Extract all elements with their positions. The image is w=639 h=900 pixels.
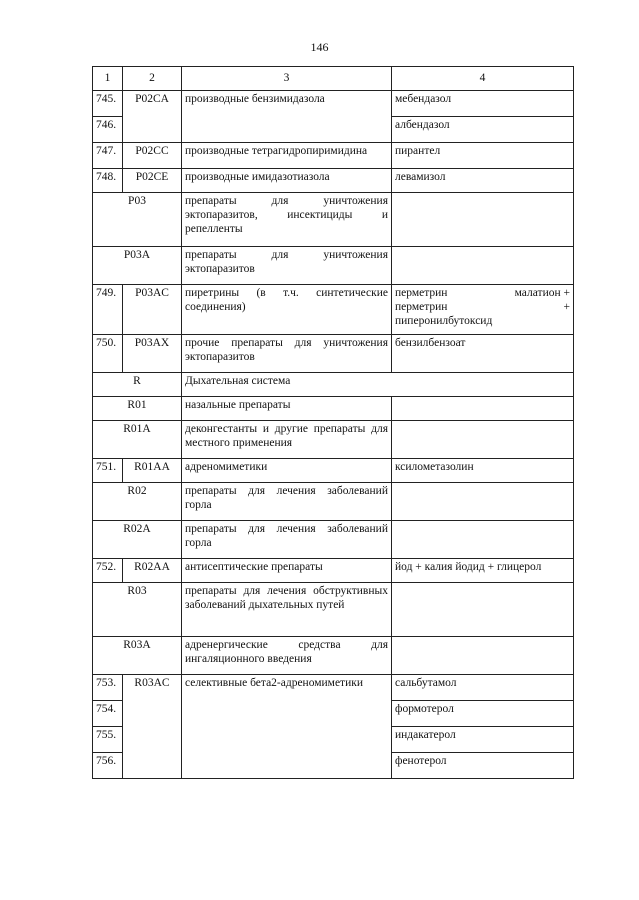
group-name: адренергические средства для ингаляционного введения	[182, 637, 392, 675]
drug-name-empty	[392, 637, 574, 675]
group-name: препараты для лечения обструктивных заболеваний дыхательных путей	[182, 583, 392, 637]
table-row	[93, 459, 574, 483]
table-row	[93, 247, 574, 285]
drug-name	[392, 285, 574, 335]
atc-code: R02A	[93, 521, 182, 559]
drug-name: пирантел	[392, 143, 574, 169]
atc-code: R	[93, 373, 182, 397]
drug-classification-table	[92, 66, 574, 779]
group-name: адреномиметики	[182, 459, 392, 483]
drug-name-empty	[392, 521, 574, 559]
drug-name: ксилометазолин	[392, 459, 574, 483]
drug-line	[395, 301, 570, 315]
atc-code: P02CE	[123, 169, 182, 193]
table-row	[93, 583, 574, 637]
row-number: 755.	[93, 727, 123, 753]
atc-code: R01A	[93, 421, 182, 459]
drug-name: мебендазол	[392, 91, 574, 117]
table-row	[93, 397, 574, 421]
drug-text: перметрин	[395, 300, 448, 313]
drug-name: йод + калия йодид + глицерол	[392, 559, 574, 583]
drug-name: левамизол	[392, 169, 574, 193]
atc-code: P03AX	[123, 335, 182, 373]
row-number: 745.	[93, 91, 123, 117]
atc-code: R02	[93, 483, 182, 521]
atc-code: P02CC	[123, 143, 182, 169]
group-name: назальные препараты	[182, 397, 392, 421]
row-number: 753.	[93, 675, 123, 701]
drug-text: пиперонилбутоксид	[395, 314, 493, 327]
table-row	[93, 91, 574, 117]
atc-code: P03	[93, 193, 182, 247]
table-row	[93, 193, 574, 247]
drug-text: малатион +	[514, 287, 570, 299]
group-name: препараты для лечения заболеваний горла	[182, 521, 392, 559]
page-number: 146	[310, 40, 329, 54]
group-name: антисептические препараты	[182, 559, 392, 583]
table-row	[93, 143, 574, 169]
group-name: препараты для лечения заболеваний горла	[182, 483, 392, 521]
drug-name: бензилбензоат	[392, 335, 574, 373]
group-name: пиретрины (в т.ч. синтетические соединения)	[182, 285, 392, 335]
group-name: деконгестанты и другие препараты для местного применения	[182, 421, 392, 459]
drug-text: перметрин	[395, 287, 448, 299]
atc-code: P03AC	[123, 285, 182, 335]
row-number: 750.	[93, 335, 123, 373]
group-name: прочие препараты для уничтожения эктопаразитов	[182, 335, 392, 373]
drug-name: индакатерол	[392, 727, 574, 753]
table-row	[93, 559, 574, 583]
table-row	[93, 521, 574, 559]
table-row	[93, 285, 574, 335]
atc-code: R01AA	[123, 459, 182, 483]
group-name: производные бензимидазола	[182, 91, 392, 143]
group-name: производные имидазотиазола	[182, 169, 392, 193]
row-number: 754.	[93, 701, 123, 727]
atc-code: P02CA	[123, 91, 182, 143]
drug-name-empty	[392, 583, 574, 637]
table-row	[93, 675, 574, 701]
group-name: препараты для уничтожения эктопаразитов, инсектициды и репелленты	[182, 193, 392, 247]
drug-name-empty	[392, 397, 574, 421]
column-header: 2	[123, 67, 182, 91]
table-row	[93, 169, 574, 193]
table-row	[93, 373, 574, 397]
row-number: 749.	[93, 285, 123, 335]
atc-code: P03A	[93, 247, 182, 285]
drug-name-empty	[392, 247, 574, 285]
group-name: селективные бета2-адреномиметики	[182, 675, 392, 779]
drug-name: фенотерол	[392, 753, 574, 779]
table-row	[93, 637, 574, 675]
drug-name-empty	[392, 483, 574, 521]
row-number: 751.	[93, 459, 123, 483]
atc-code: R01	[93, 397, 182, 421]
table-row	[93, 335, 574, 373]
atc-code: R03A	[93, 637, 182, 675]
atc-code: R03	[93, 583, 182, 637]
drug-text: +	[563, 300, 570, 313]
row-number: 747.	[93, 143, 123, 169]
column-header: 1	[93, 67, 123, 91]
drug-name: формотерол	[392, 701, 574, 727]
atc-code: R03AC	[123, 675, 182, 779]
table-row	[93, 483, 574, 521]
drug-name: албендазол	[392, 117, 574, 143]
row-number: 752.	[93, 559, 123, 583]
column-header: 4	[392, 67, 574, 91]
drug-line	[395, 287, 570, 301]
group-name: производные тетрагидропиримидина	[182, 143, 392, 169]
row-number: 756.	[93, 753, 123, 779]
drug-name: сальбутамол	[392, 675, 574, 701]
row-number: 746.	[93, 117, 123, 143]
group-name: препараты для уничтожения эктопаразитов	[182, 247, 392, 285]
drug-name-empty	[392, 193, 574, 247]
row-number: 748.	[93, 169, 123, 193]
column-header: 3	[182, 67, 392, 91]
table-row	[93, 421, 574, 459]
atc-code: R02AA	[123, 559, 182, 583]
group-name: Дыхательная система	[182, 373, 574, 397]
drug-name-empty	[392, 421, 574, 459]
table-header-row	[93, 67, 574, 91]
